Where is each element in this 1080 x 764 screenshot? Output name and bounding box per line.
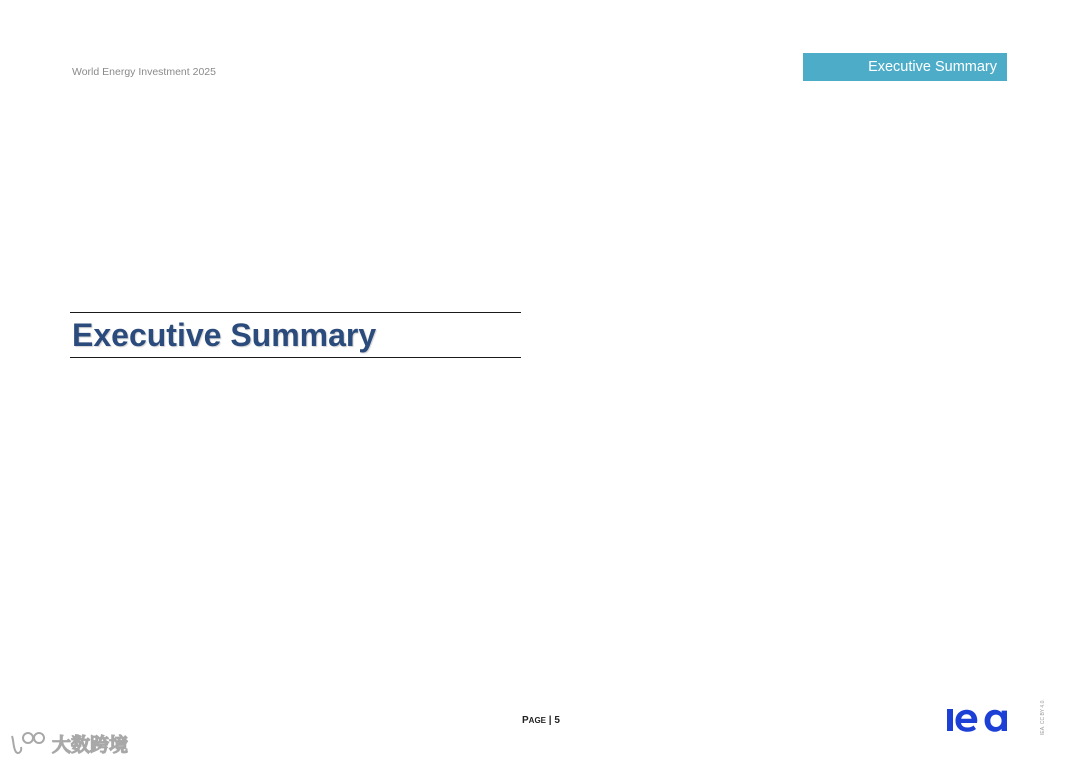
section-heading: Executive Summary <box>72 317 377 353</box>
watermark <box>8 728 128 758</box>
iea-logo <box>946 706 1008 734</box>
section-heading-block <box>70 312 521 358</box>
section-tab: Executive Summary <box>803 53 1007 81</box>
license-text: IEA. CC BY 4.0. <box>1040 699 1046 735</box>
iea-logo-a <box>985 710 1007 732</box>
page-label-rest: AGE <box>528 716 547 725</box>
watermark-text: 大数跨境 <box>52 734 129 756</box>
page-number-value: 5 <box>554 715 560 726</box>
document-title: World Energy Investment 2025 <box>72 66 216 78</box>
page-separator: | <box>546 715 555 726</box>
watermark-logo-icon <box>8 728 48 758</box>
page-number <box>522 715 560 726</box>
iea-logo-i <box>947 709 953 731</box>
page-label-initial: P <box>522 715 529 726</box>
iea-logo-e <box>956 710 978 732</box>
